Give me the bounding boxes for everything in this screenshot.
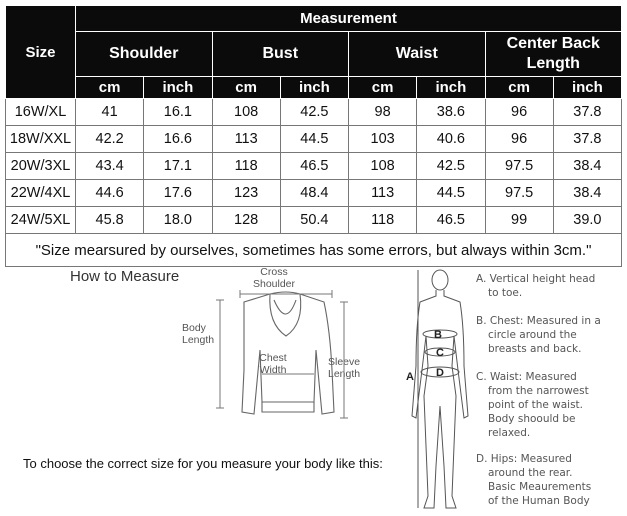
value-cell: 37.8 [553,126,621,153]
value-cell: 118 [349,207,417,234]
value-cell: 50.4 [280,207,348,234]
unit-header: cm [76,77,144,99]
table-row [6,180,622,207]
value-cell: 38.4 [553,180,621,207]
value-cell: 38.6 [417,99,485,126]
value-cell: 44.5 [280,126,348,153]
value-cell: 37.8 [553,99,621,126]
value-cell: 108 [212,99,280,126]
group-header-shoulder: Shoulder [76,32,213,77]
value-cell: 18.0 [144,207,212,234]
value-cell: 17.6 [144,180,212,207]
unit-header: inch [144,77,212,99]
marker-b: B [434,329,442,341]
table-row [6,99,622,126]
legend-b: B. Chest: Measured in a circle around the breasts and back. [476,315,601,355]
how-to-measure-title: How to Measure [70,268,180,285]
value-cell: 97.5 [485,180,553,207]
value-cell: 103 [349,126,417,153]
marker-d: D [436,367,444,379]
unit-header: cm [485,77,553,99]
value-cell: 16.6 [144,126,212,153]
cross-shoulder-label: Cross Shoulder [252,266,296,290]
size-cell: 20W/3XL [6,153,76,180]
legend-c: C. Waist: Measured from the narrowest point of the waist. Body shoould be relaxed. [476,371,589,439]
unit-header: inch [280,77,348,99]
marker-c: C [436,347,444,359]
value-cell: 96 [485,126,553,153]
table-row [6,126,622,153]
value-cell: 98 [349,99,417,126]
value-cell: 108 [349,153,417,180]
table-row [6,153,622,180]
size-cell: 18W/XXL [6,126,76,153]
measurement-note: "Size mearsured by ourselves, sometimes has some errors, but always within 3cm." [6,234,622,267]
value-cell: 97.5 [485,153,553,180]
size-header: Size [6,6,76,99]
value-cell: 113 [349,180,417,207]
instruction-text: To choose the correct size for you measure your body like this: [23,456,383,471]
group-header-center-back-length: Center Back Length [485,32,622,77]
value-cell: 42.5 [417,153,485,180]
measurement-header: Measurement [76,6,622,32]
unit-header: inch [553,77,621,99]
value-cell: 118 [212,153,280,180]
unit-header: cm [212,77,280,99]
body-length-label: Body Length [182,322,215,346]
legend-d: D. Hips: Measured around the rear. Basic Meaurements of the Human Body [476,453,592,507]
value-cell: 123 [212,180,280,207]
value-cell: 45.8 [76,207,144,234]
unit-header: inch [417,77,485,99]
value-cell: 46.5 [417,207,485,234]
value-cell: 40.6 [417,126,485,153]
value-cell: 17.1 [144,153,212,180]
size-chart-table [5,5,622,267]
group-header-waist: Waist [349,32,486,77]
group-header-bust: Bust [212,32,349,77]
value-cell: 113 [212,126,280,153]
unit-header: cm [349,77,417,99]
human-body-diagram [400,266,480,514]
value-cell: 38.4 [553,153,621,180]
table-row [6,207,622,234]
size-cell: 24W/5XL [6,207,76,234]
value-cell: 48.4 [280,180,348,207]
value-cell: 44.6 [76,180,144,207]
value-cell: 99 [485,207,553,234]
chest-width-label: Chest Width [259,352,287,376]
marker-a: A [406,371,414,383]
sweater-diagram [212,290,362,430]
value-cell: 43.4 [76,153,144,180]
value-cell: 41 [76,99,144,126]
value-cell: 42.2 [76,126,144,153]
value-cell: 128 [212,207,280,234]
sleeve-length-label: Sleeve Length [328,356,361,380]
value-cell: 96 [485,99,553,126]
size-cell: 16W/XL [6,99,76,126]
value-cell: 39.0 [553,207,621,234]
legend-a: A. Vertical height head to toe. [476,273,596,299]
value-cell: 46.5 [280,153,348,180]
how-to-measure-section [0,262,627,516]
value-cell: 44.5 [417,180,485,207]
value-cell: 16.1 [144,99,212,126]
value-cell: 42.5 [280,99,348,126]
size-cell: 22W/4XL [6,180,76,207]
